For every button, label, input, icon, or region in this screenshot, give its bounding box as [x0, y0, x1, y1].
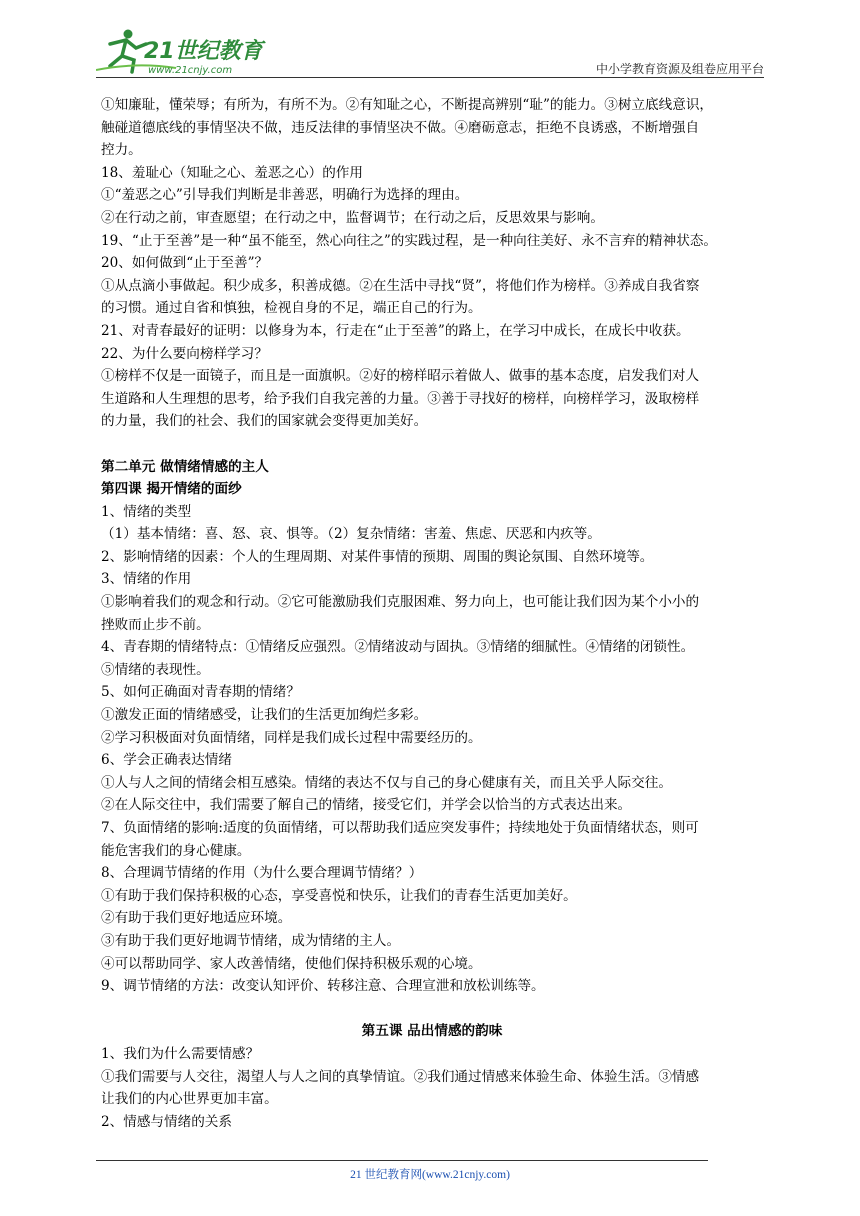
text-line: ②在人际交往中，我们需要了解自己的情绪，接受它们，并学会以恰当的方式表达出来。 — [101, 797, 632, 814]
text-line: 让我们的内心世界更加丰富。 — [101, 1091, 278, 1108]
platform-title: 中小学教育资源及组卷应用平台 — [595, 62, 764, 76]
text-line: 19、“止于至善”是一种“虽不能至，然心向往之”的实践过程，是一种向往美好、永不言弃的精神状态。 — [101, 232, 718, 249]
header-divider — [96, 77, 764, 78]
text-line: 能危害我们的身心健康。 — [101, 842, 251, 859]
text-line: 生道路和人生理想的思考，给予我们自我完善的力量。③善于寻找好的榜样，向榜样学习，汲取榜样 — [101, 390, 700, 407]
text-line: 的力量，我们的社会、我们的国家就会变得更加美好。 — [101, 413, 428, 430]
text-line: 触碰道德底线的事情坚决不做，违反法律的事情坚决不做。④磨砺意志，拒绝不良诱惑，不断增强自 — [101, 119, 700, 136]
text-line: 7、负面情绪的影响:适度的负面情绪，可以帮助我们适应突发事件；持续地处于负面情绪状态，则可 — [101, 820, 699, 836]
text-line: 2、情感与情绪的关系 — [101, 1113, 232, 1130]
text-line: ②在行动之前，审查愿望；在行动之中，监督调节；在行动之后，反思效果与影响。 — [101, 209, 604, 226]
unit-heading: 第二单元 做情绪情感的主人 — [101, 458, 269, 475]
text-line: 18、羞耻心（知耻之心、羞恶之心）的作用 — [101, 164, 363, 181]
text-line: ①榜样不仅是一面镜子，而且是一面旗帜。②好的榜样昭示着做人、做事的基本态度，启发我们对人 — [101, 368, 700, 385]
text-line: 4、青春期的情绪特点：①情绪反应强烈。②情绪波动与固执。③情绪的细腻性。④情绪的闭锁性。 — [101, 639, 695, 656]
text-line: 5、如何正确面对青春期的情绪？ — [101, 684, 300, 701]
footer-divider — [96, 1160, 708, 1161]
logo-21cnjy — [96, 26, 266, 78]
text-line: ①从点滴小事做起。积少成多，积善成德。②在生活中寻找“贤”，将他们作为榜样。③养成自我省察 — [101, 277, 700, 294]
blank-line — [101, 998, 763, 1021]
text-line: （1）基本情绪：喜、怒、哀、惧等。（2）复杂情绪：害羞、焦虑、厌恶和内疚等。 — [101, 526, 601, 543]
text-line: ⑤情绪的表现性。 — [101, 661, 210, 678]
page-footer: 21 世纪教育网(www.21cnjy.com) — [350, 1169, 510, 1181]
text-line: 挫败而止步不前。 — [101, 616, 210, 633]
text-line: 3、情绪的作用 — [101, 571, 192, 588]
lesson-heading: 第五课 品出情感的韵味 — [361, 1023, 503, 1040]
text-line: ①激发正面的情绪感受，让我们的生活更加绚烂多彩。 — [101, 707, 428, 724]
text-line: ①影响着我们的观念和行动。②它可能激励我们克服困难、努力向上，也可能让我们因为某个小小的 — [101, 594, 700, 611]
text-line: 1、情绪的类型 — [101, 503, 192, 520]
text-line: 8、合理调节情绪的作用（为什么要合理调节情绪？） — [101, 865, 423, 882]
text-line: ①有助于我们保持积极的心态，享受喜悦和快乐，让我们的青春生活更加美好。 — [101, 887, 577, 904]
svg-text:21世纪教育: 21世纪教育 — [144, 39, 263, 64]
text-line: 控力。 — [101, 142, 142, 159]
text-line: ②有助于我们更好地适应环境。 — [101, 910, 292, 927]
text-line: ④可以帮助同学、家人改善情绪，使他们保持积极乐观的心境。 — [101, 955, 482, 972]
text-line: 9、调节情绪的方法：改变认知评价、转移注意、合理宣泄和放松训练等。 — [101, 978, 545, 995]
text-line: ②学习积极面对负面情绪，同样是我们成长过程中需要经历的。 — [101, 729, 482, 746]
text-line: ①我们需要与人交往，渴望人与人之间的真挚情谊。②我们通过情感来体验生命、体验生活。③情感 — [101, 1068, 700, 1085]
lesson-heading: 第四课 揭开情绪的面纱 — [101, 481, 242, 498]
text-line: 6、学会正确表达情绪 — [101, 752, 232, 769]
svg-text:www.21cnjy.com: www.21cnjy.com — [148, 65, 233, 76]
text-line: ①知廉耻，懂荣辱；有所为，有所不为。②有知耻之心，不断提高辨别“耻”的能力。③树立底线意识， — [101, 97, 714, 113]
page-header — [96, 26, 764, 80]
text-line: 21、对青春最好的证明：以修身为本，行走在“止于至善”的路上，在学习中成长，在成长中收获。 — [101, 322, 690, 339]
document-body — [101, 94, 763, 1133]
text-line: 2、影响情绪的因素：个人的生理周期、对某件事情的预期、周围的舆论氛围、自然环境等。 — [101, 548, 654, 565]
text-line: 1、我们为什么需要情感？ — [101, 1045, 260, 1062]
text-line: 的习惯。通过自省和慎独，检视自身的不足，端正自己的行为。 — [101, 300, 482, 317]
text-line: ①“羞恶之心”引导我们判断是非善恶，明确行为选择的理由。 — [101, 187, 469, 204]
text-line: ①人与人之间的情绪会相互感染。情绪的表达不仅与自己的身心健康有关，而且关乎人际交往。 — [101, 774, 672, 791]
text-line: ③有助于我们更好地调节情绪，成为情绪的主人。 — [101, 932, 401, 949]
text-line: 22、为什么要向榜样学习？ — [101, 345, 268, 362]
text-line: 20、如何做到“止于至善”？ — [101, 255, 269, 272]
blank-line — [101, 433, 763, 456]
